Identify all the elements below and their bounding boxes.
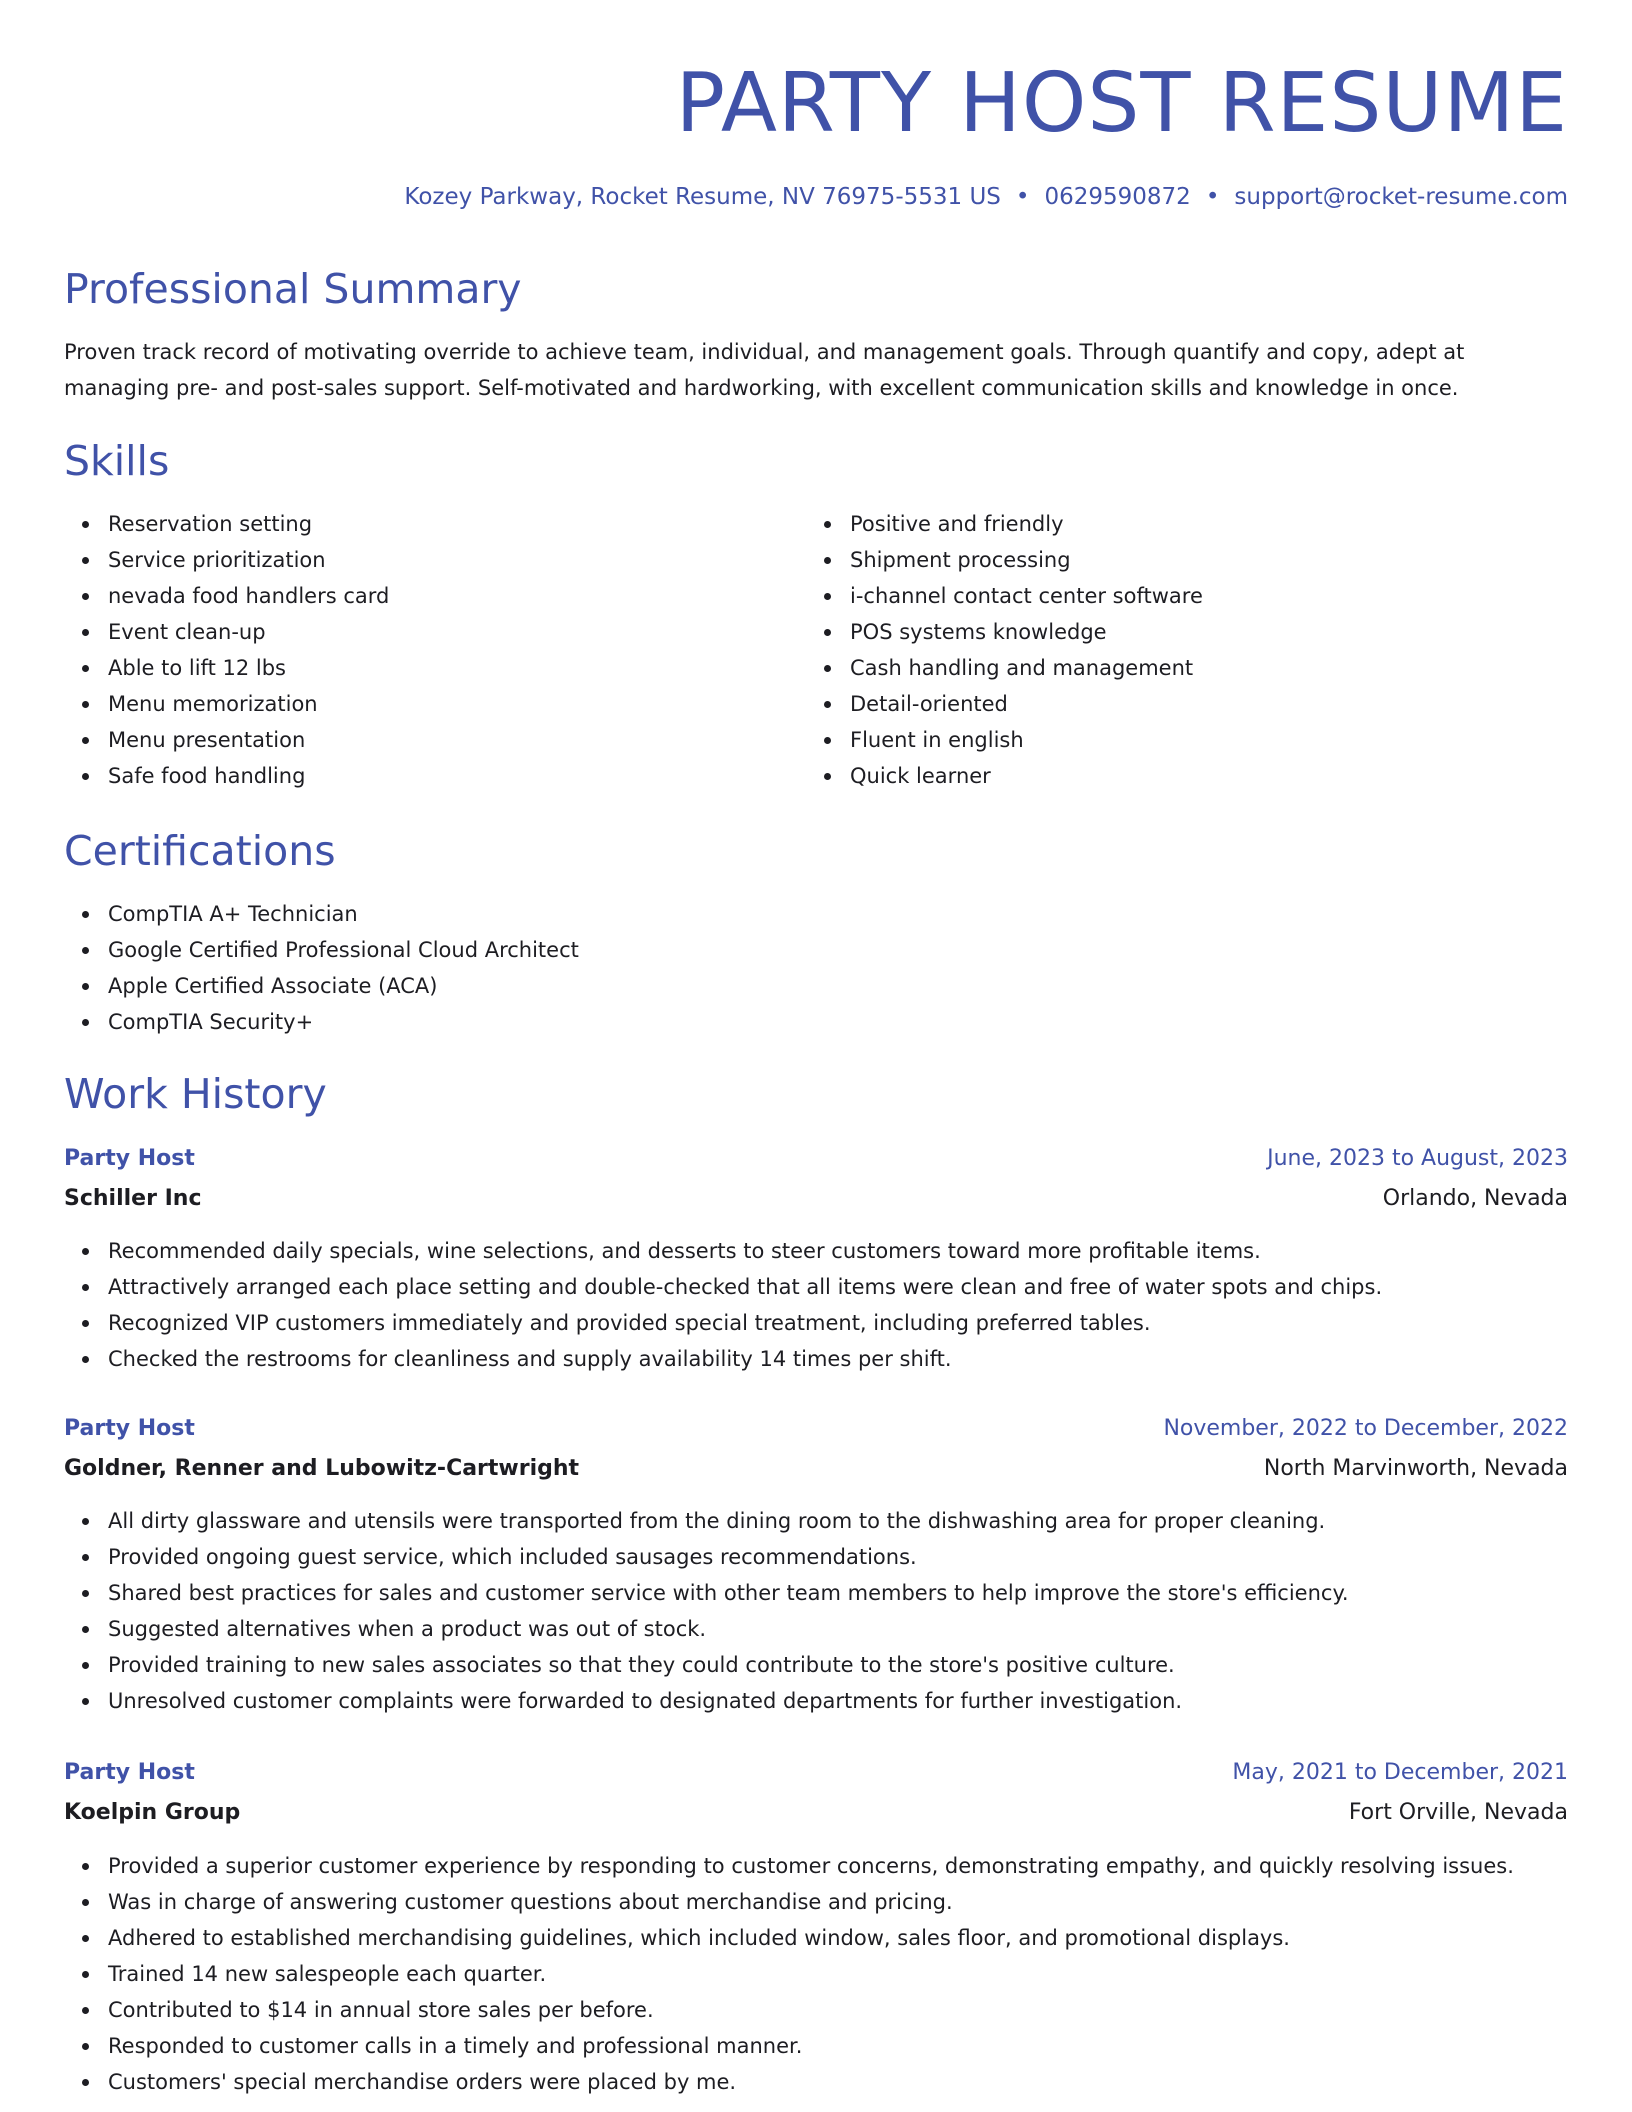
job-bullets [64,1503,1349,1719]
job-company: Koelpin Group [64,1800,241,1825]
job-location: Fort Orville, Nevada [1348,1800,1568,1825]
skill-item: Cash handling and management [806,650,1203,686]
certifications-heading: Certifications [64,827,336,875]
skill-item: Event clean-up [64,614,389,650]
job-bullet-item: Trained 14 new salespeople each quarter. [64,1956,1514,1992]
job-employer [64,1181,1568,1217]
summary-heading: Professional Summary [64,265,522,313]
job-bullet-item: Responded to customer calls in a timely and professional manner. [64,2028,1514,2064]
job-bullets [64,1233,1382,1377]
skill-item: Detail-oriented [806,686,1203,722]
job-header [64,1411,1568,1447]
job-company: Schiller Inc [64,1186,202,1211]
certification-item: CompTIA Security+ [64,1004,579,1040]
contact-address: Kozey Parkway, Rocket Resume, NV 76975-5531 US [404,184,1001,210]
job-bullet-item: Attractively arranged each place setting and double-checked that all items were clean and free of water spots and chips. [64,1269,1382,1305]
skill-item: Menu memorization [64,686,389,722]
contact-phone: 0629590872 [1044,184,1191,210]
skill-item: Positive and friendly [806,506,1203,542]
skill-item: Service prioritization [64,542,389,578]
skill-item: nevada food handlers card [64,578,389,614]
job-dates: November, 2022 to December, 2022 [1163,1416,1568,1441]
contact-separator: • [1015,184,1030,210]
work-history-heading: Work History [64,1070,327,1118]
skill-item: Reservation setting [64,506,389,542]
job-title: Party Host [64,1416,195,1441]
skills-list-right [806,506,1203,794]
job-bullet-item: Provided training to new sales associates so that they could contribute to the store's positive culture. [64,1647,1349,1683]
job-location: North Marvinworth, Nevada [1263,1456,1568,1481]
job-dates: June, 2023 to August, 2023 [1267,1146,1568,1171]
job-bullet-item: Provided ongoing guest service, which included sausages recommendations. [64,1539,1349,1575]
job-header [64,1141,1568,1177]
job-bullet-item: Suggested alternatives when a product was out of stock. [64,1611,1349,1647]
job-bullet-item: Shared best practices for sales and customer service with other team members to help improve the store's efficiency. [64,1575,1349,1611]
resume-title: PARTY HOST RESUME [675,56,1568,151]
skill-item: Quick learner [806,758,1203,794]
contact-line [404,182,1568,212]
job-bullet-item: Checked the restrooms for cleanliness and supply availability 14 times per shift. [64,1341,1382,1377]
certification-item: Apple Certified Associate (ACA) [64,968,579,1004]
skill-item: Shipment processing [806,542,1203,578]
job-dates: May, 2021 to December, 2021 [1232,1760,1568,1785]
certifications-list [64,896,579,1040]
job-bullet-item: All dirty glassware and utensils were transported from the dining room to the dishwashing area for proper cleaning. [64,1503,1349,1539]
job-title: Party Host [64,1146,195,1171]
skills-list-left [64,506,389,794]
job-bullet-item: Recognized VIP customers immediately and provided special treatment, including preferred tables. [64,1305,1382,1341]
skill-item: Safe food handling [64,758,389,794]
job-company: Goldner, Renner and Lubowitz-Cartwright [64,1456,580,1481]
job-bullet-item: Provided a superior customer experience by responding to customer concerns, demonstrating empathy, and quickly resolving issues. [64,1848,1514,1884]
job-employer [64,1795,1568,1831]
skill-item: Able to lift 12 lbs [64,650,389,686]
job-bullet-item: Was in charge of answering customer questions about merchandise and pricing. [64,1884,1514,1920]
skill-item: Fluent in english [806,722,1203,758]
job-bullets [64,1848,1514,2100]
skills-heading: Skills [64,437,170,485]
job-bullet-item: Unresolved customer complaints were forwarded to designated departments for further investigation. [64,1683,1349,1719]
certification-item: Google Certified Professional Cloud Architect [64,932,579,968]
job-bullet-item: Adhered to established merchandising guidelines, which included window, sales floor, and promotional displays. [64,1920,1514,1956]
job-title: Party Host [64,1760,195,1785]
job-bullet-item: Contributed to $14 in annual store sales per before. [64,1992,1514,2028]
summary-text: Proven track record of motivating override to achieve team, individual, and management goals. Through quantify and copy, adept at managing pre- and post-sales support. Self-motivated and hardworking, with excellent communication skills and knowledge in once. [64,340,1465,400]
contact-email[interactable]: support@rocket-resume.com [1234,184,1568,210]
job-employer [64,1451,1568,1487]
certification-item: CompTIA A+ Technician [64,896,579,932]
contact-separator: • [1205,184,1220,210]
job-bullet-item: Customers' special merchandise orders were placed by me. [64,2064,1514,2100]
job-location: Orlando, Nevada [1382,1186,1568,1211]
job-bullet-item: Recommended daily specials, wine selections, and desserts to steer customers toward more profitable items. [64,1233,1382,1269]
job-header [64,1755,1568,1791]
skill-item: POS systems knowledge [806,614,1203,650]
skill-item: i-channel contact center software [806,578,1203,614]
skill-item: Menu presentation [64,722,389,758]
